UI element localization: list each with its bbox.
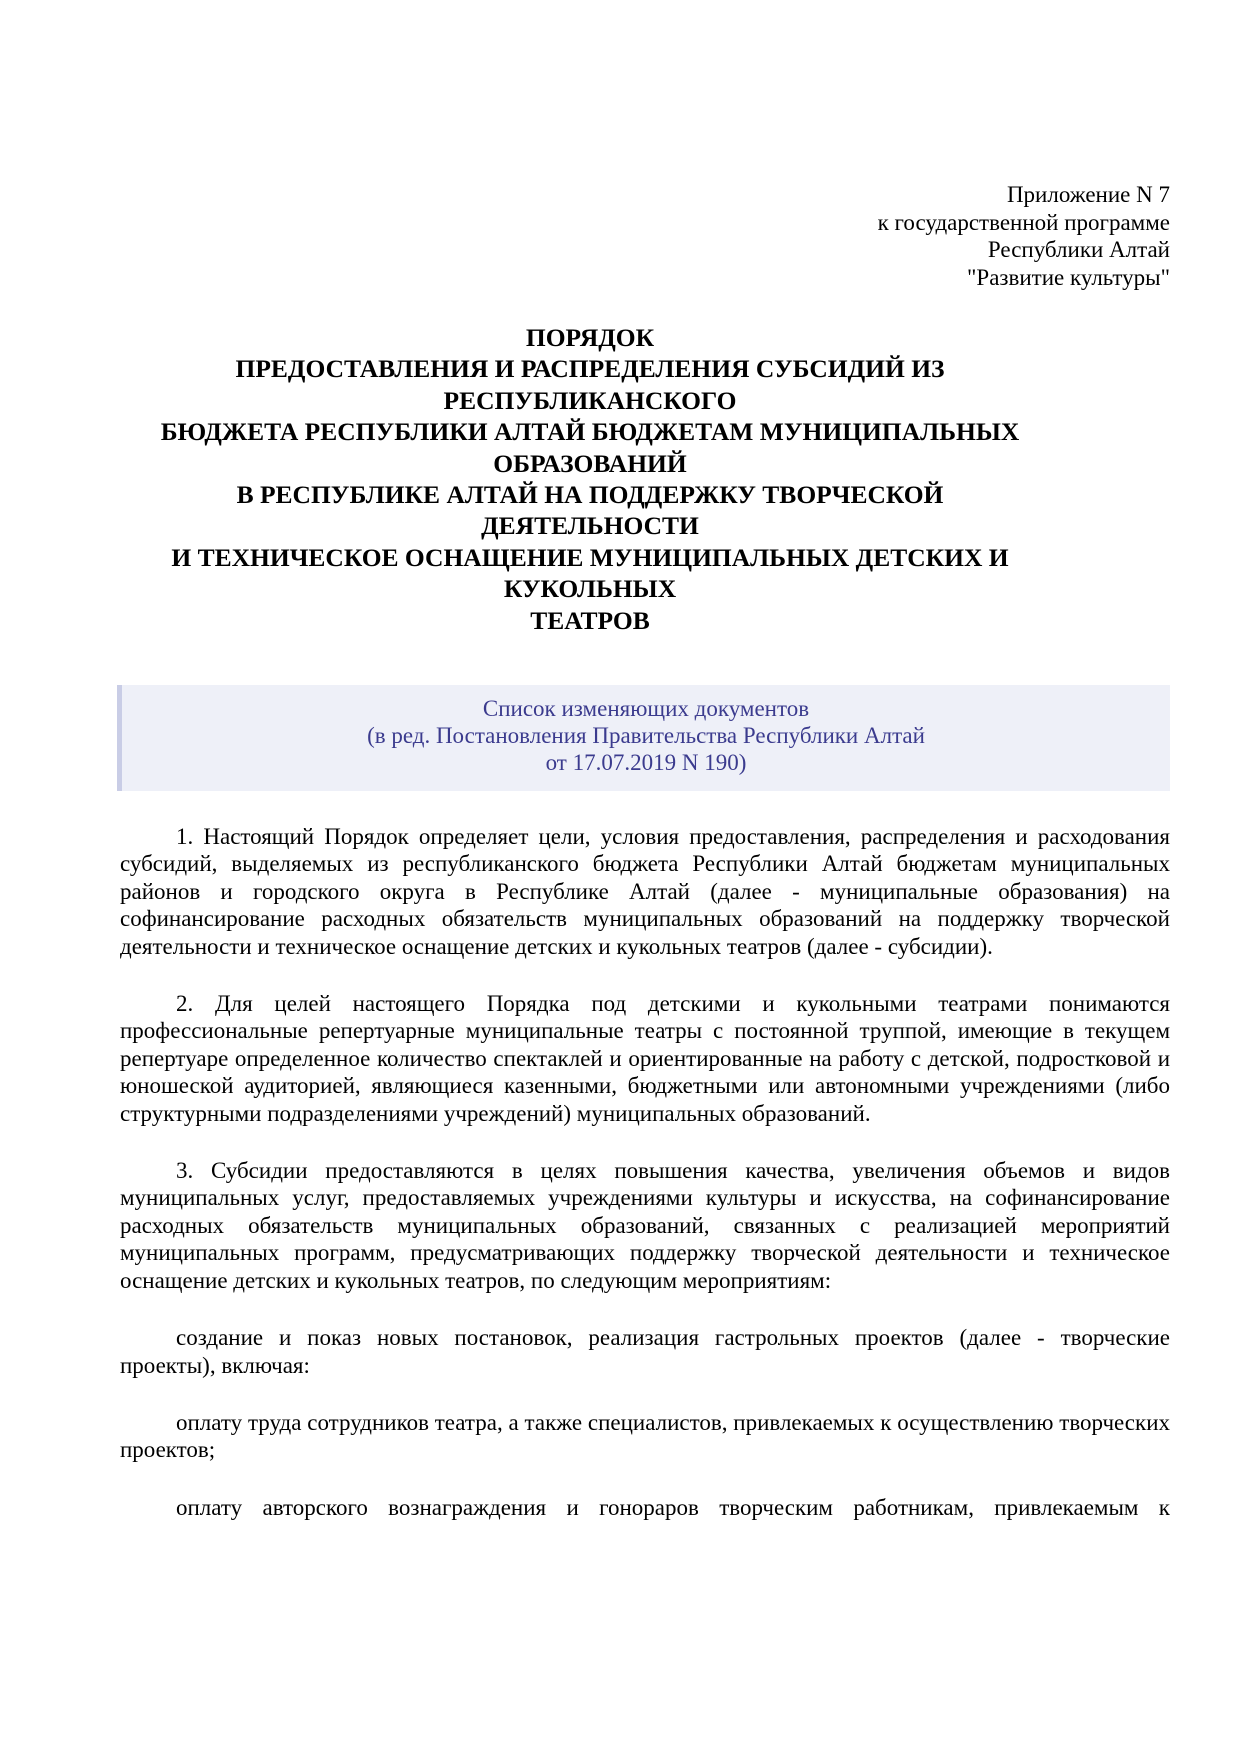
appendix-number: Приложение N 7 xyxy=(1006,182,1170,207)
amendments-resolution: (в ред. Постановления Правительства Республики Алтай xyxy=(367,723,925,748)
title-line: В РЕСПУБЛИКЕ АЛТАЙ НА ПОДДЕРЖКУ ТВОРЧЕСКОЙ xyxy=(236,480,944,510)
title-line: И ТЕХНИЧЕСКОЕ ОСНАЩЕНИЕ МУНИЦИПАЛЬНЫХ ДЕТСКИХ И xyxy=(171,542,1009,572)
appendix-program-ref: к государственной программе xyxy=(877,209,1170,235)
document-title xyxy=(140,322,1040,636)
title-line: ПОРЯДОК xyxy=(525,323,655,352)
document-body xyxy=(120,823,1170,1521)
title-line: ОБРАЗОВАНИЙ xyxy=(493,448,687,478)
paragraph-author-fees: оплату авторского вознаграждения и гонораров творческим работникам, привлекаемым к xyxy=(176,1494,1170,1520)
paragraph-1: 1. Настоящий Порядок определяет цели, условия предоставления, распределения и расходования субсидий, выделяемых из республиканского бюджета Республики Алтай бюджетам муниципальных районов и городского округа в Республике Алтай (далее - муниципальные образования) на софинансирование расходных обязательств муниципальных образований на поддержку творческой деятельности и техническое оснащение детских и кукольных театров (далее - субсидии). xyxy=(120,824,1170,959)
appendix-program-name: "Развитие культуры" xyxy=(967,264,1170,290)
appendix-header xyxy=(570,181,1170,291)
paragraph-creative-projects: создание и показ новых постановок, реализация гастрольных проектов (далее - творческие проекты), включая: xyxy=(120,1325,1170,1378)
amendments-date: от 17.07.2019 N 190) xyxy=(545,750,747,775)
amendments-box xyxy=(117,685,1170,791)
title-line: ДЕЯТЕЛЬНОСТИ xyxy=(481,511,699,541)
paragraph-2: 2. Для целей настоящего Порядка под детскими и кукольными театрами понимаются профессиональные репертуарные муниципальные театры с постоянной труппой, имеющие в текущем репертуаре определенное количество спектаклей и ориентированные на работу с детской, подростковой и юношеской аудиторией, являющиеся казенными, бюджетными или автономными учреждениями (либо структурными подразделениями учреждений) муниципальных образований. xyxy=(120,991,1170,1126)
title-line: БЮДЖЕТА РЕСПУБЛИКИ АЛТАЙ БЮДЖЕТАМ МУНИЦИПАЛЬНЫХ xyxy=(160,417,1020,447)
paragraph-3: 3. Субсидии предоставляются в целях повышения качества, увеличения объемов и видов муниципальных услуг, предоставляемых учреждениями культуры и искусства, на софинансирование расходных обязательств муниципальных образований, связанных с реализацией мероприятий муниципальных программ, предусматривающих поддержку творческой деятельности и техническое оснащение детских и кукольных театров, по следующим мероприятиям: xyxy=(120,1158,1170,1293)
title-line: ПРЕДОСТАВЛЕНИЯ И РАСПРЕДЕЛЕНИЯ СУБСИДИЙ ИЗ xyxy=(235,354,945,384)
title-line: КУКОЛЬНЫХ xyxy=(503,574,677,604)
title-line: РЕСПУБЛИКАНСКОГО xyxy=(443,385,737,415)
amendments-heading: Список изменяющих документов xyxy=(482,696,810,721)
paragraph-staff-pay: оплату труда сотрудников театра, а также специалистов, привлекаемых к осуществлению творческих проектов; xyxy=(120,1409,1170,1463)
appendix-republic: Республики Алтай xyxy=(987,237,1170,262)
title-line: ТЕАТРОВ xyxy=(530,605,650,635)
